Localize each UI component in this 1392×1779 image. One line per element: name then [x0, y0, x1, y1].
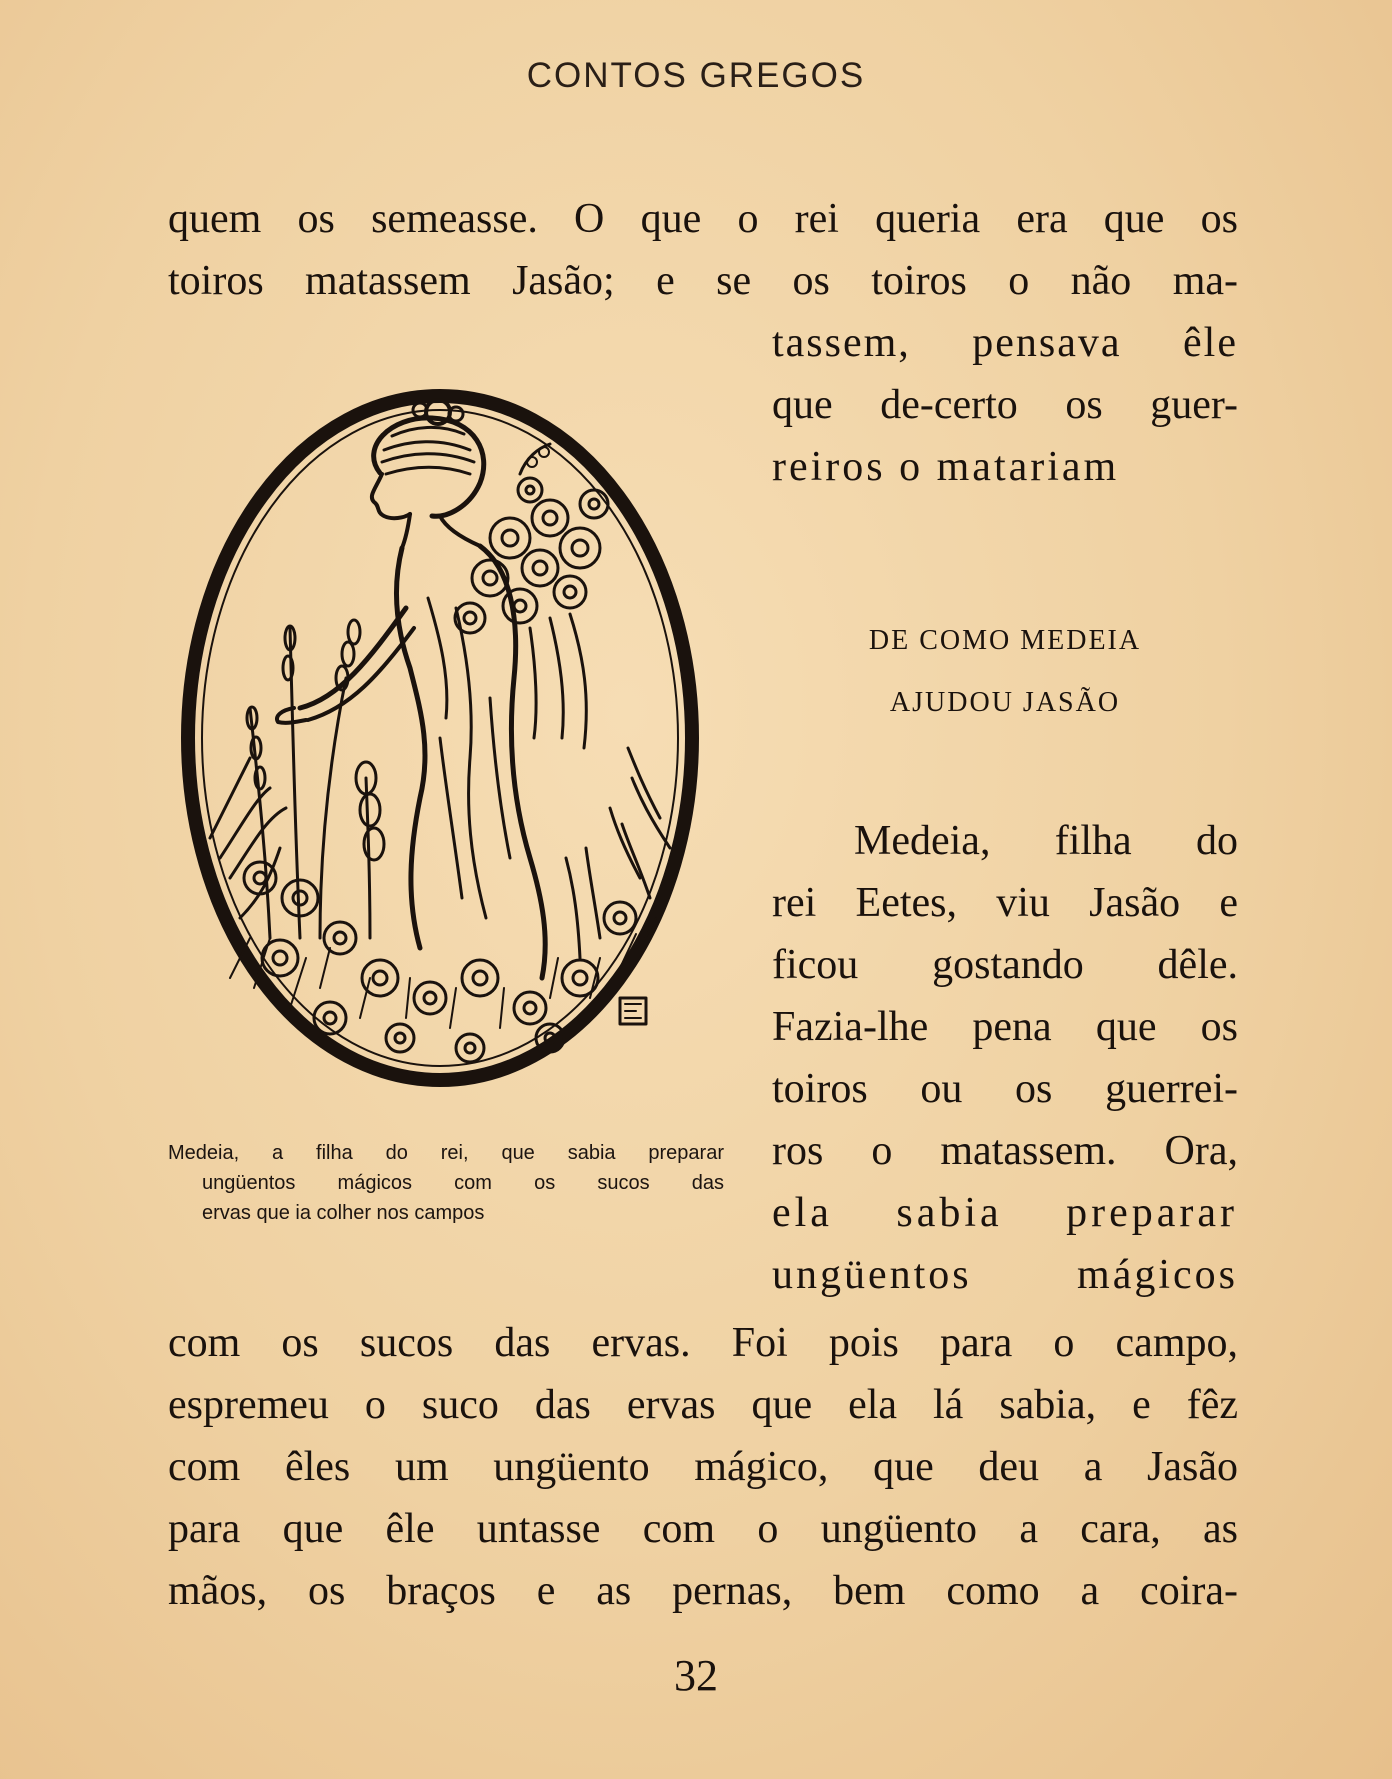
paragraph2-line9: com os sucos das ervas. Foi pois para o campo, [168, 1320, 1238, 1366]
medeia-oval-illustration [170, 378, 710, 1098]
running-head: CONTOS GREGOS [526, 56, 866, 95]
paragraph1-line1: quem os semeasse. O que o rei queria era que os [168, 196, 1238, 242]
section-heading-line1: DE COMO MEDEIA [868, 625, 1142, 656]
paragraph2-line13: mãos, os braços e as pernas, bem como a coira- [168, 1568, 1238, 1614]
paragraph1-line4: que de-certo os guer- [772, 382, 1238, 428]
paragraph2-line8: ungüentos mágicos [772, 1252, 1238, 1298]
paragraph2-line7: ela sabia preparar [772, 1190, 1238, 1236]
paragraph2-line2: rei Eetes, viu Jasão e [772, 880, 1238, 926]
paragraph2-line4: Fazia-lhe pena que os [772, 1004, 1238, 1050]
page-number: 32 [674, 1651, 718, 1700]
paragraph1-line2: toiros matassem Jasão; e se os toiros o não ma- [168, 258, 1238, 304]
paragraph1-line3: tassem, pensava êle [772, 320, 1238, 366]
paragraph2-line6: ros o matassem. Ora, [772, 1128, 1238, 1174]
illustration-caption [168, 1138, 724, 1228]
paragraph2-line12: para que êle untasse com o ungüento a cara, as [168, 1506, 1238, 1552]
caption-line3: ervas que ia colher nos campos [202, 1202, 485, 1224]
paragraph2-line10: espremeu o suco das ervas que ela lá sabia, e fêz [168, 1382, 1238, 1428]
caption-line1: Medeia, a filha do rei, que sabia preparar [168, 1142, 724, 1164]
paragraph2-line1: Medeia, filha do [854, 818, 1238, 864]
paragraph1-line5: reiros o matariam [772, 444, 1120, 490]
paragraph2-line5: toiros ou os guerrei- [772, 1066, 1238, 1112]
caption-line2: ungüentos mágicos com os sucos das [202, 1172, 724, 1194]
paragraph2-line3: ficou gostando dêle. [772, 942, 1238, 988]
paragraph2-line11: com êles um ungüento mágico, que deu a Jasão [168, 1444, 1238, 1490]
section-heading-line2: AJUDOU JASÃO [889, 687, 1121, 718]
